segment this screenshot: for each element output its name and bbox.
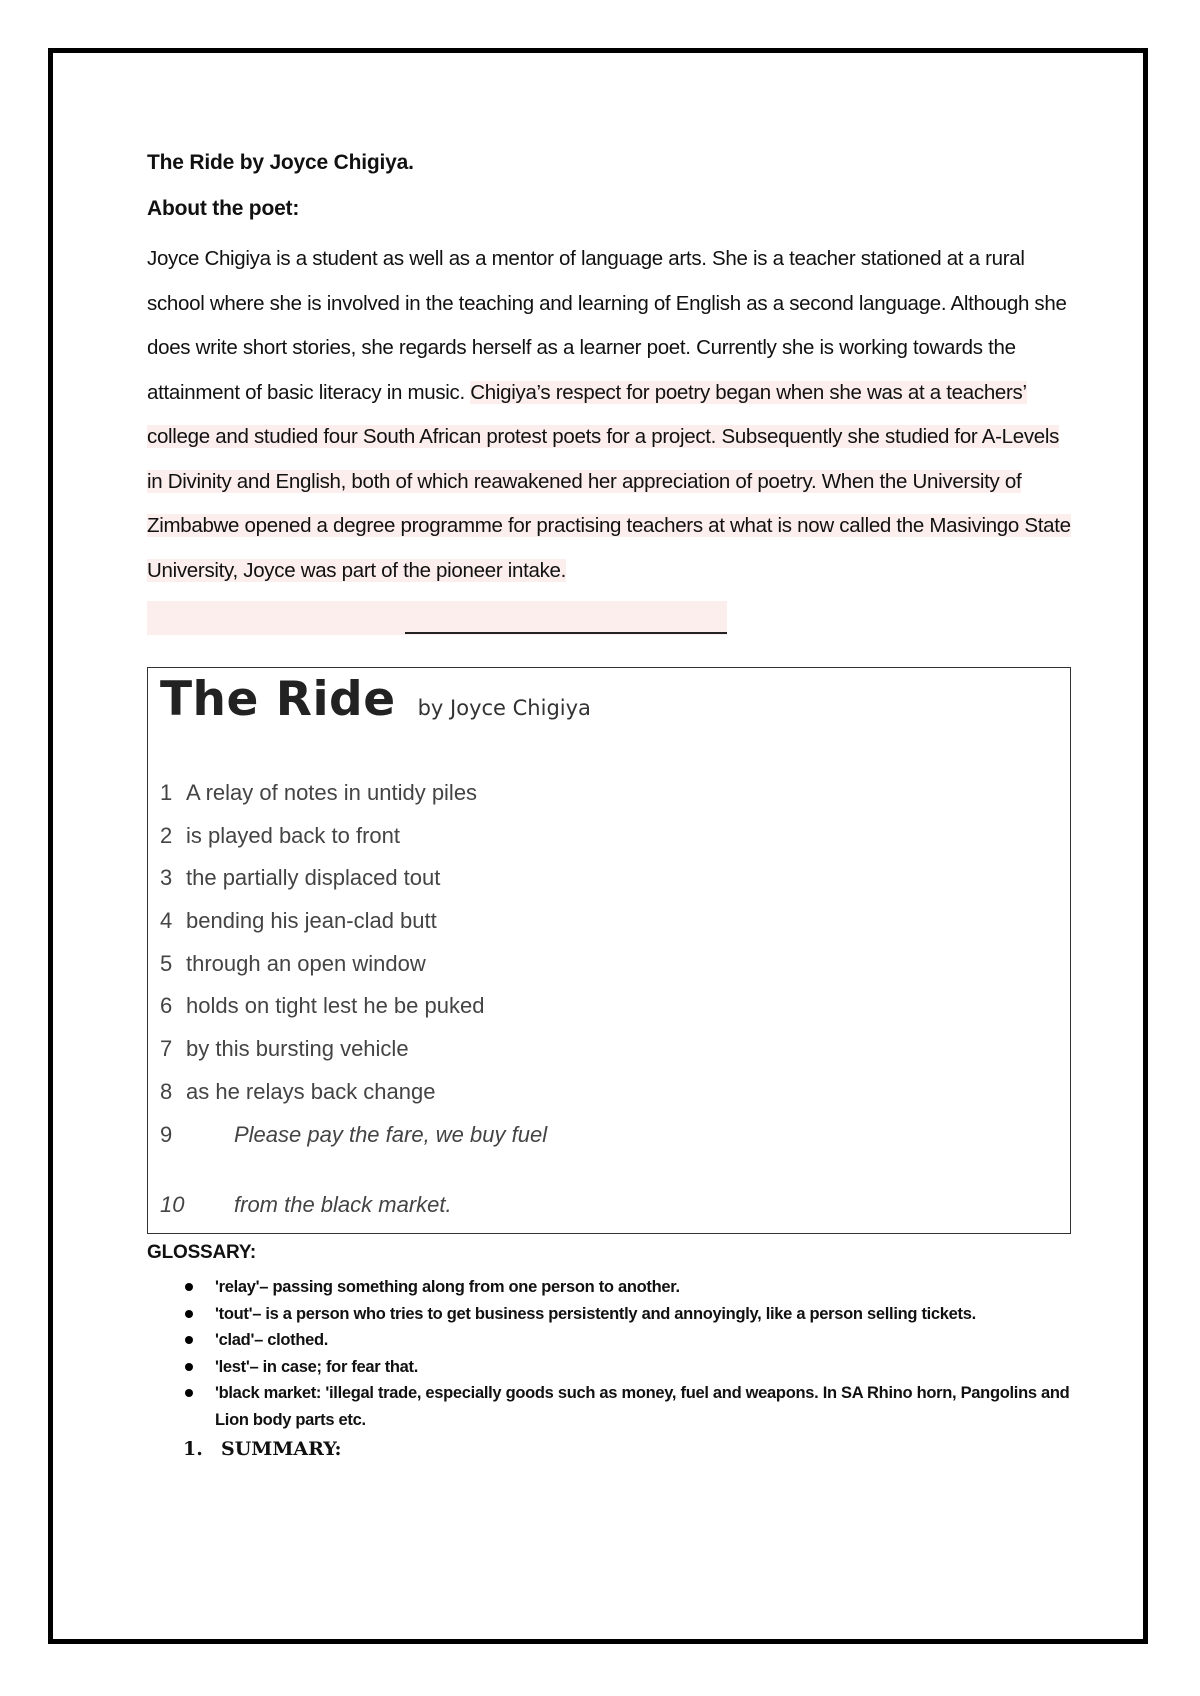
glossary-item bbox=[215, 1327, 1071, 1354]
line-number: 10 bbox=[160, 1192, 185, 1218]
summary-number: 1. bbox=[183, 1438, 203, 1460]
poem-line bbox=[160, 1114, 1058, 1157]
poem-line bbox=[160, 857, 1058, 900]
poem-line bbox=[160, 772, 1058, 815]
poem-header bbox=[160, 672, 1058, 727]
glossary-item bbox=[215, 1301, 1071, 1328]
line-text: the partially displaced tout bbox=[186, 865, 441, 891]
glossary-text: 'clad'– clothed. bbox=[215, 1331, 329, 1349]
highlight-shade bbox=[147, 601, 727, 635]
line-text: A relay of notes in untidy piles bbox=[186, 780, 478, 805]
line-text: from the black market. bbox=[234, 1192, 452, 1218]
line-text: by this bursting vehicle bbox=[186, 1036, 409, 1062]
glossary-text: 'lest'– in case; for fear that. bbox=[215, 1357, 419, 1376]
poem-title: The Ride bbox=[160, 672, 396, 727]
line-number: 7 bbox=[160, 1036, 173, 1062]
glossary-item bbox=[215, 1274, 1071, 1301]
poem-line bbox=[160, 985, 1058, 1028]
bullet-icon bbox=[185, 1283, 193, 1291]
line-number: 9 bbox=[160, 1121, 173, 1147]
line-text: holds on tight lest he be puked bbox=[186, 993, 485, 1019]
line-number: 5 bbox=[160, 950, 173, 976]
line-number: 8 bbox=[160, 1078, 173, 1104]
poem-box bbox=[147, 667, 1071, 1234]
poem-line bbox=[160, 1184, 1058, 1227]
glossary-list bbox=[147, 1274, 1071, 1433]
separator-row bbox=[147, 601, 1071, 635]
summary-heading bbox=[147, 1435, 1071, 1463]
line-number: 6 bbox=[160, 993, 173, 1019]
line-text: through an open window bbox=[186, 950, 426, 976]
line-number: 1 bbox=[160, 780, 173, 805]
glossary-heading: GLOSSARY: bbox=[147, 1242, 257, 1263]
biography-highlighted-text: Chigiya’s respect for poetry began when she was at a teachers’ college and studied four South African protest poets for a project. Subsequently she studied for A-Levels in Divinity and English, both of which reawakened her appreciation of poetry. When the University of Zimbabwe opened a degree programme for practising teachers at what is now called the Masivingo State University, Joyce was part of the pioneer intake. bbox=[147, 380, 1071, 582]
poem-line bbox=[160, 815, 1058, 858]
bullet-icon bbox=[185, 1363, 193, 1371]
line-text: is played back to front bbox=[186, 822, 401, 848]
line-text: as he relays back change bbox=[186, 1078, 436, 1104]
glossary-text: 'black market: 'illegal trade, especially goods such as money, fuel and weapons. In SA Rhino horn, Pangolins and Lion body parts etc. bbox=[215, 1384, 1070, 1429]
poem-byline: by Joyce Chigiya bbox=[417, 696, 591, 720]
glossary-item bbox=[215, 1380, 1071, 1433]
line-text: bending his jean-clad butt bbox=[186, 908, 437, 934]
poet-biography bbox=[147, 237, 1071, 593]
poem-line bbox=[160, 900, 1058, 943]
poem-line bbox=[160, 1028, 1058, 1071]
poem-lines bbox=[160, 772, 1058, 1227]
poem-line bbox=[160, 943, 1058, 986]
bullet-icon bbox=[185, 1336, 193, 1344]
bullet-icon bbox=[185, 1389, 193, 1397]
line-number: 2 bbox=[160, 822, 173, 848]
glossary-item bbox=[215, 1354, 1071, 1381]
line-text: Please pay the fare, we buy fuel bbox=[234, 1121, 548, 1147]
separator-line bbox=[405, 632, 727, 634]
poem-line bbox=[160, 1071, 1058, 1114]
document-content bbox=[147, 149, 1071, 1463]
document-title: The Ride by Joyce Chigiya. bbox=[147, 151, 414, 174]
bullet-icon bbox=[185, 1310, 193, 1318]
glossary-text: 'tout'– is a person who tries to get business persistently and annoyingly, like a person selling tickets. bbox=[215, 1304, 976, 1323]
about-poet-heading: About the poet: bbox=[147, 197, 300, 220]
line-number: 3 bbox=[160, 865, 173, 891]
page-frame bbox=[48, 48, 1148, 1644]
line-number: 4 bbox=[160, 908, 173, 934]
biography-text: Joyce Chigiya is a student as well as a mentor of language arts. She is a teacher stationed at a rural school where she is involved in the teaching and learning of English as a second language. Although she does write short stories, she regards herself as a learner poet. Currently she is working towards the attainment of basic literacy in music. bbox=[147, 247, 1067, 404]
glossary-text: 'relay'– passing something along from one person to another. bbox=[215, 1278, 680, 1296]
summary-label: SUMMARY: bbox=[221, 1438, 342, 1460]
